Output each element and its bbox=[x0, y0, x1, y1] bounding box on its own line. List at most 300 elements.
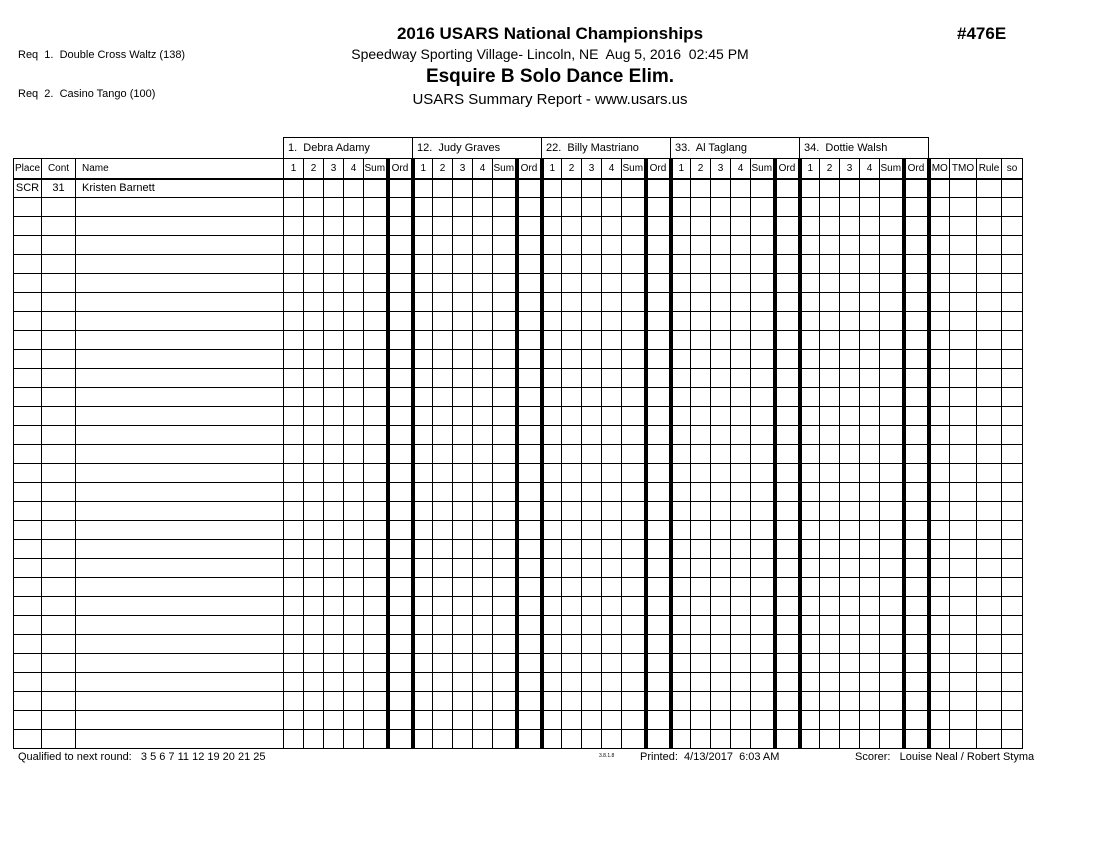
score-cell bbox=[950, 711, 977, 730]
score-cell bbox=[344, 198, 364, 217]
score-cell bbox=[950, 274, 977, 293]
score-cell bbox=[433, 274, 453, 293]
score-cell bbox=[880, 236, 904, 255]
score-cell bbox=[388, 293, 413, 312]
score-cell bbox=[904, 179, 929, 198]
score-cell bbox=[364, 616, 388, 635]
column-header-judge1-sum: Sum bbox=[364, 159, 388, 179]
score-cell bbox=[977, 426, 1002, 445]
score-cell bbox=[582, 236, 602, 255]
score-cell bbox=[453, 217, 473, 236]
score-cell bbox=[284, 293, 304, 312]
score-cell bbox=[473, 293, 493, 312]
score-cell bbox=[602, 464, 622, 483]
column-header-judge2-1: 1 bbox=[413, 159, 433, 179]
score-cell bbox=[775, 217, 800, 236]
score-cell bbox=[646, 730, 671, 749]
score-cell bbox=[820, 255, 840, 274]
score-cell bbox=[800, 369, 820, 388]
score-cell bbox=[388, 331, 413, 350]
score-cell bbox=[493, 559, 517, 578]
score-cell bbox=[800, 597, 820, 616]
score-cell bbox=[542, 730, 562, 749]
score-cell bbox=[646, 407, 671, 426]
score-cell bbox=[542, 255, 562, 274]
score-cell bbox=[542, 426, 562, 445]
score-cell bbox=[860, 730, 880, 749]
score-cell bbox=[324, 673, 344, 692]
place-cell bbox=[14, 274, 42, 293]
score-cell bbox=[433, 331, 453, 350]
score-cell bbox=[820, 426, 840, 445]
score-cell bbox=[344, 654, 364, 673]
score-cell bbox=[904, 654, 929, 673]
score-cell bbox=[542, 635, 562, 654]
place-cell bbox=[14, 578, 42, 597]
score-cell bbox=[433, 388, 453, 407]
score-cell bbox=[324, 388, 344, 407]
score-cell bbox=[562, 179, 582, 198]
score-cell bbox=[671, 711, 691, 730]
score-cell bbox=[324, 217, 344, 236]
score-cell bbox=[840, 616, 860, 635]
score-cell bbox=[364, 426, 388, 445]
score-cell bbox=[691, 426, 711, 445]
score-cell bbox=[542, 559, 562, 578]
score-cell bbox=[433, 521, 453, 540]
score-cell bbox=[582, 388, 602, 407]
score-cell bbox=[622, 692, 646, 711]
score-cell bbox=[880, 502, 904, 521]
score-cell bbox=[691, 559, 711, 578]
score-cell bbox=[731, 445, 751, 464]
score-cell bbox=[304, 388, 324, 407]
score-cell bbox=[344, 635, 364, 654]
score-cell bbox=[493, 654, 517, 673]
score-cell bbox=[304, 559, 324, 578]
score-cell bbox=[860, 331, 880, 350]
score-cell bbox=[711, 578, 731, 597]
score-cell bbox=[324, 540, 344, 559]
score-cell bbox=[671, 559, 691, 578]
score-cell bbox=[691, 711, 711, 730]
score-cell bbox=[904, 521, 929, 540]
score-cell bbox=[493, 198, 517, 217]
score-cell bbox=[344, 559, 364, 578]
cont-cell bbox=[42, 635, 76, 654]
score-cell bbox=[453, 388, 473, 407]
score-cell bbox=[646, 255, 671, 274]
score-cell bbox=[950, 445, 977, 464]
score-cell bbox=[646, 426, 671, 445]
name-cell bbox=[76, 711, 284, 730]
score-cell bbox=[950, 673, 977, 692]
score-cell bbox=[388, 198, 413, 217]
score-cell bbox=[622, 730, 646, 749]
name-cell bbox=[76, 217, 284, 236]
cont-cell bbox=[42, 407, 76, 426]
score-cell bbox=[775, 597, 800, 616]
score-cell bbox=[542, 312, 562, 331]
score-cell bbox=[711, 255, 731, 274]
score-cell bbox=[493, 483, 517, 502]
score-cell bbox=[582, 407, 602, 426]
score-cell bbox=[284, 635, 304, 654]
score-cell bbox=[324, 730, 344, 749]
score-cell bbox=[775, 236, 800, 255]
score-cell bbox=[929, 198, 950, 217]
score-cell bbox=[473, 578, 493, 597]
score-cell bbox=[284, 369, 304, 388]
score-cell bbox=[711, 540, 731, 559]
score-cell bbox=[324, 502, 344, 521]
score-cell bbox=[711, 692, 731, 711]
score-cell bbox=[388, 236, 413, 255]
score-cell bbox=[304, 350, 324, 369]
score-cell bbox=[602, 654, 622, 673]
score-cell bbox=[542, 597, 562, 616]
score-cell bbox=[517, 654, 542, 673]
score-cell bbox=[473, 616, 493, 635]
cont-cell bbox=[42, 483, 76, 502]
score-cell bbox=[517, 312, 542, 331]
score-cell bbox=[433, 179, 453, 198]
score-cell bbox=[582, 255, 602, 274]
score-cell bbox=[929, 179, 950, 198]
score-cell bbox=[860, 483, 880, 502]
score-cell bbox=[388, 217, 413, 236]
score-cell bbox=[453, 179, 473, 198]
score-cell bbox=[473, 331, 493, 350]
score-cell bbox=[731, 255, 751, 274]
score-cell bbox=[562, 331, 582, 350]
score-cell bbox=[433, 635, 453, 654]
name-cell bbox=[76, 407, 284, 426]
score-cell bbox=[622, 654, 646, 673]
score-cell bbox=[731, 350, 751, 369]
score-cell bbox=[775, 426, 800, 445]
score-cell bbox=[413, 635, 433, 654]
score-cell bbox=[364, 388, 388, 407]
score-cell bbox=[775, 312, 800, 331]
place-cell bbox=[14, 502, 42, 521]
score-cell bbox=[904, 540, 929, 559]
score-table-wrap bbox=[13, 137, 1023, 749]
score-cell bbox=[493, 711, 517, 730]
score-cell bbox=[840, 217, 860, 236]
score-cell bbox=[562, 616, 582, 635]
score-cell bbox=[433, 350, 453, 369]
score-cell bbox=[413, 692, 433, 711]
cont-cell bbox=[42, 711, 76, 730]
score-cell bbox=[284, 464, 304, 483]
place-cell bbox=[14, 407, 42, 426]
score-cell bbox=[344, 255, 364, 274]
score-cell bbox=[840, 236, 860, 255]
score-cell bbox=[1002, 331, 1023, 350]
score-cell bbox=[691, 407, 711, 426]
score-cell bbox=[622, 464, 646, 483]
score-cell bbox=[1002, 597, 1023, 616]
score-cell bbox=[473, 483, 493, 502]
score-cell bbox=[751, 730, 775, 749]
score-cell bbox=[880, 179, 904, 198]
score-cell bbox=[433, 673, 453, 692]
place-cell bbox=[14, 350, 42, 369]
score-cell bbox=[691, 464, 711, 483]
score-cell bbox=[751, 464, 775, 483]
score-table bbox=[13, 137, 1023, 749]
score-cell bbox=[731, 369, 751, 388]
score-cell bbox=[646, 597, 671, 616]
score-cell bbox=[751, 369, 775, 388]
cont-cell bbox=[42, 578, 76, 597]
score-cell bbox=[388, 559, 413, 578]
score-cell bbox=[775, 540, 800, 559]
score-cell bbox=[413, 445, 433, 464]
score-cell bbox=[284, 578, 304, 597]
score-cell bbox=[1002, 616, 1023, 635]
score-cell bbox=[1002, 692, 1023, 711]
column-header-so: so bbox=[1002, 159, 1023, 179]
score-cell bbox=[731, 673, 751, 692]
score-cell bbox=[646, 673, 671, 692]
score-cell bbox=[751, 255, 775, 274]
score-cell bbox=[517, 483, 542, 502]
place-cell bbox=[14, 198, 42, 217]
score-cell bbox=[344, 540, 364, 559]
score-cell bbox=[413, 407, 433, 426]
name-cell bbox=[76, 255, 284, 274]
score-cell bbox=[1002, 464, 1023, 483]
score-cell bbox=[860, 236, 880, 255]
score-cell bbox=[800, 635, 820, 654]
score-cell bbox=[646, 274, 671, 293]
score-cell bbox=[388, 350, 413, 369]
score-cell bbox=[602, 483, 622, 502]
column-header-name: Name bbox=[76, 159, 284, 179]
score-cell bbox=[840, 540, 860, 559]
score-cell bbox=[413, 730, 433, 749]
score-cell bbox=[388, 312, 413, 331]
score-cell bbox=[622, 540, 646, 559]
score-cell bbox=[904, 426, 929, 445]
score-cell bbox=[542, 578, 562, 597]
score-cell bbox=[820, 312, 840, 331]
score-cell bbox=[542, 198, 562, 217]
score-cell bbox=[433, 711, 453, 730]
score-cell bbox=[562, 274, 582, 293]
score-cell bbox=[646, 692, 671, 711]
score-cell bbox=[517, 521, 542, 540]
score-cell bbox=[582, 179, 602, 198]
score-cell bbox=[582, 312, 602, 331]
score-cell bbox=[453, 616, 473, 635]
score-cell bbox=[860, 445, 880, 464]
score-cell bbox=[453, 578, 473, 597]
judge-name-cell-4: 33. Al Taglang bbox=[671, 138, 800, 159]
score-cell bbox=[562, 711, 582, 730]
score-cell bbox=[880, 559, 904, 578]
score-cell bbox=[562, 654, 582, 673]
score-cell bbox=[602, 635, 622, 654]
score-cell bbox=[433, 407, 453, 426]
score-cell bbox=[582, 730, 602, 749]
score-cell bbox=[840, 407, 860, 426]
score-cell bbox=[929, 540, 950, 559]
cont-cell bbox=[42, 692, 76, 711]
score-cell bbox=[880, 426, 904, 445]
score-cell bbox=[344, 578, 364, 597]
score-cell bbox=[880, 198, 904, 217]
score-cell bbox=[304, 312, 324, 331]
score-cell bbox=[711, 388, 731, 407]
score-cell bbox=[671, 426, 691, 445]
score-cell bbox=[977, 312, 1002, 331]
score-cell bbox=[388, 730, 413, 749]
table-corner-spacer-left bbox=[14, 138, 284, 159]
score-cell bbox=[671, 236, 691, 255]
score-cell bbox=[929, 217, 950, 236]
score-cell bbox=[433, 255, 453, 274]
score-cell bbox=[562, 502, 582, 521]
score-cell bbox=[646, 388, 671, 407]
score-cell bbox=[582, 521, 602, 540]
place-cell bbox=[14, 559, 42, 578]
score-cell bbox=[344, 236, 364, 255]
score-cell bbox=[860, 654, 880, 673]
name-cell bbox=[76, 274, 284, 293]
report-type-line: USARS Summary Report - www.usars.us bbox=[412, 91, 688, 108]
score-cell bbox=[304, 521, 324, 540]
place-cell bbox=[14, 521, 42, 540]
score-cell bbox=[751, 198, 775, 217]
score-cell bbox=[413, 274, 433, 293]
score-cell bbox=[562, 445, 582, 464]
score-cell bbox=[562, 673, 582, 692]
score-cell bbox=[582, 502, 602, 521]
score-cell bbox=[775, 483, 800, 502]
score-cell bbox=[364, 369, 388, 388]
score-cell bbox=[413, 559, 433, 578]
score-cell bbox=[840, 274, 860, 293]
score-cell bbox=[517, 616, 542, 635]
score-cell bbox=[880, 616, 904, 635]
column-header-judge3-3: 3 bbox=[582, 159, 602, 179]
score-cell bbox=[324, 559, 344, 578]
score-cell bbox=[880, 350, 904, 369]
event-name: Esquire B Solo Dance Elim. bbox=[425, 66, 675, 87]
score-cell bbox=[582, 350, 602, 369]
column-header-judge4-2: 2 bbox=[691, 159, 711, 179]
score-cell bbox=[324, 407, 344, 426]
score-cell bbox=[324, 597, 344, 616]
score-cell bbox=[840, 388, 860, 407]
score-cell bbox=[904, 331, 929, 350]
score-cell bbox=[929, 236, 950, 255]
score-cell bbox=[602, 502, 622, 521]
score-cell bbox=[880, 635, 904, 654]
score-cell bbox=[711, 312, 731, 331]
score-cell bbox=[731, 711, 751, 730]
score-cell bbox=[344, 331, 364, 350]
score-cell bbox=[977, 654, 1002, 673]
score-cell bbox=[840, 312, 860, 331]
score-cell bbox=[711, 616, 731, 635]
score-cell bbox=[542, 483, 562, 502]
score-cell bbox=[304, 711, 324, 730]
score-cell bbox=[517, 293, 542, 312]
column-header-judge4-sum: Sum bbox=[751, 159, 775, 179]
score-cell bbox=[602, 350, 622, 369]
score-cell bbox=[840, 331, 860, 350]
score-cell bbox=[820, 540, 840, 559]
place-cell bbox=[14, 673, 42, 692]
score-cell bbox=[493, 312, 517, 331]
score-cell bbox=[364, 350, 388, 369]
score-cell bbox=[622, 559, 646, 578]
score-cell bbox=[473, 730, 493, 749]
score-cell bbox=[775, 179, 800, 198]
score-cell bbox=[562, 198, 582, 217]
score-cell bbox=[542, 388, 562, 407]
score-cell bbox=[304, 597, 324, 616]
score-cell bbox=[751, 711, 775, 730]
score-cell bbox=[800, 179, 820, 198]
score-cell bbox=[800, 483, 820, 502]
score-cell bbox=[284, 502, 304, 521]
score-cell bbox=[1002, 711, 1023, 730]
score-cell bbox=[493, 464, 517, 483]
score-cell bbox=[671, 578, 691, 597]
score-cell bbox=[542, 654, 562, 673]
score-cell bbox=[413, 198, 433, 217]
score-cell bbox=[860, 692, 880, 711]
score-cell bbox=[493, 540, 517, 559]
score-cell bbox=[751, 502, 775, 521]
score-cell bbox=[433, 616, 453, 635]
score-cell bbox=[950, 730, 977, 749]
score-cell bbox=[880, 464, 904, 483]
score-cell bbox=[646, 369, 671, 388]
score-cell bbox=[691, 388, 711, 407]
score-cell bbox=[977, 730, 1002, 749]
score-cell bbox=[304, 635, 324, 654]
score-cell bbox=[364, 483, 388, 502]
score-cell bbox=[731, 179, 751, 198]
place-cell bbox=[14, 293, 42, 312]
score-cell bbox=[800, 730, 820, 749]
score-cell bbox=[1002, 179, 1023, 198]
cont-cell bbox=[42, 445, 76, 464]
score-cell bbox=[880, 692, 904, 711]
score-cell bbox=[691, 635, 711, 654]
score-cell bbox=[344, 179, 364, 198]
score-cell bbox=[929, 388, 950, 407]
score-cell bbox=[800, 692, 820, 711]
score-cell bbox=[433, 236, 453, 255]
score-cell bbox=[711, 293, 731, 312]
score-cell bbox=[929, 711, 950, 730]
column-header-judge4-4: 4 bbox=[731, 159, 751, 179]
score-cell bbox=[413, 255, 433, 274]
score-cell bbox=[691, 350, 711, 369]
score-cell bbox=[977, 540, 1002, 559]
score-cell bbox=[711, 198, 731, 217]
score-cell bbox=[517, 540, 542, 559]
score-cell bbox=[800, 578, 820, 597]
score-cell bbox=[433, 293, 453, 312]
